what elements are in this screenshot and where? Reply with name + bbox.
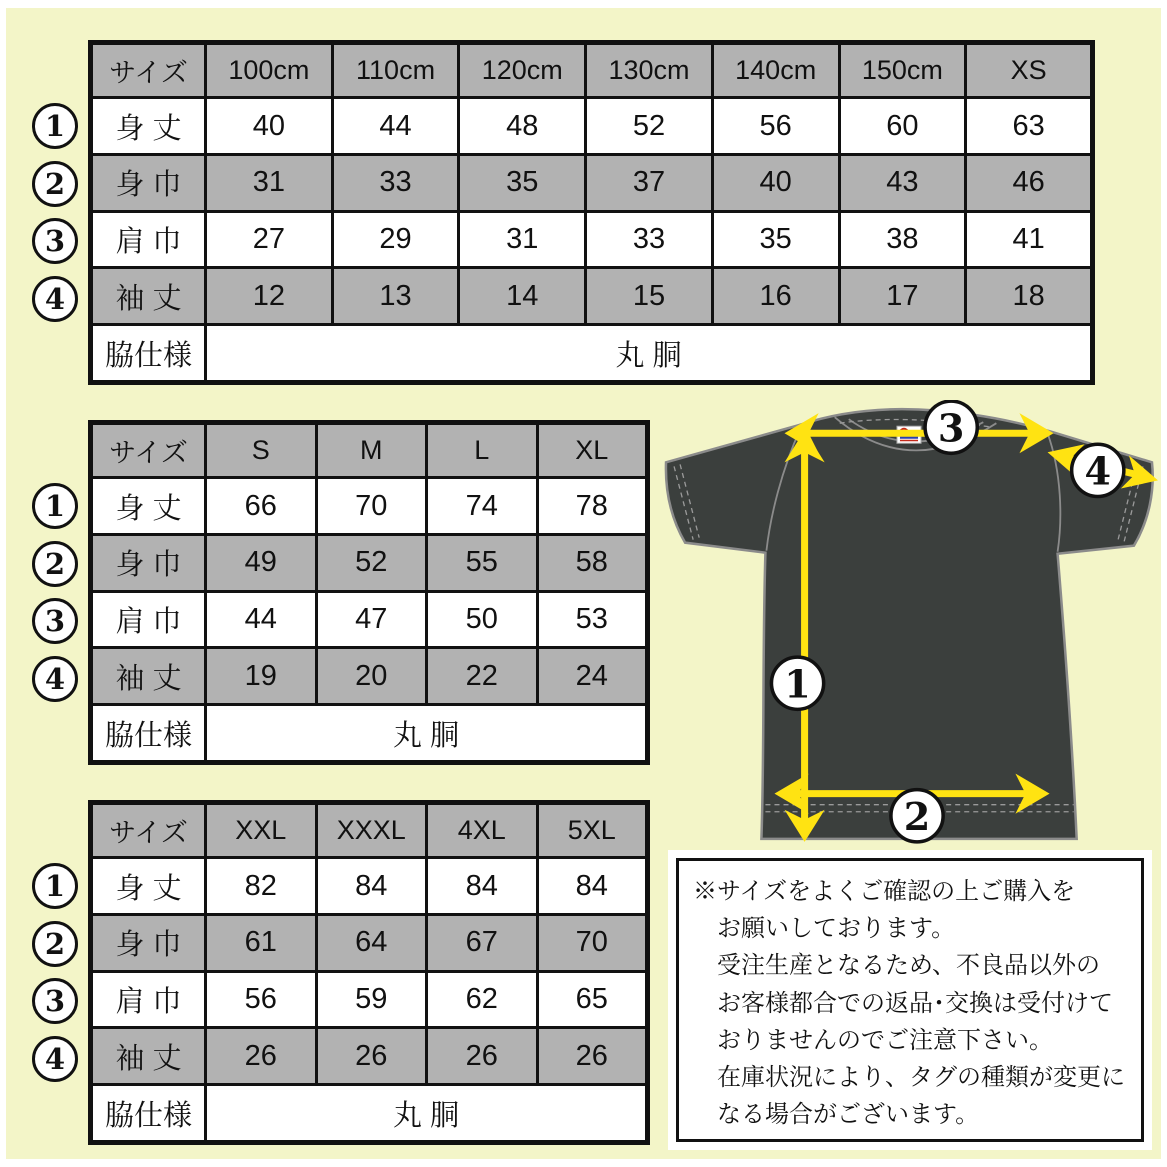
size-column-header: 130cm [586,43,713,98]
measure-value-cell: 35 [459,155,586,212]
row-marker-4: 4 [32,656,78,702]
measure-value-cell: 18 [966,268,1093,325]
table-footer-row [91,325,1093,383]
measure-value-cell: 15 [586,268,713,325]
size-column-header: 120cm [459,43,586,98]
measure-value-cell: 24 [537,648,648,705]
measure-value-cell: 70 [537,915,648,972]
notice-line: お願いしております。 [717,915,956,943]
side-spec-value-cell: 丸 胴 [206,705,648,763]
svg-text:2: 2 [903,793,931,839]
size-header-cell: サイズ [91,43,206,98]
measure-value-cell: 84 [427,858,538,915]
measure-value-cell: 67 [427,915,538,972]
size-column-header: XXXL [316,803,427,858]
measure-value-cell: 50 [427,591,538,648]
adult-size-table-host [88,420,650,765]
table-footer-row [91,1085,648,1143]
size-column-header: XL [537,423,648,478]
measure-label-cell: 肩 巾 [91,971,206,1028]
measure-value-cell: 37 [586,155,713,212]
measure-value-cell: 26 [427,1028,538,1085]
measure-label-cell: 袖 丈 [91,648,206,705]
measure-label-cell: 身 巾 [91,155,206,212]
notice-line: 在庫状況により、タグの種類が変更に [717,1063,1125,1091]
measure-value-cell: 27 [206,211,333,268]
diagram-marker-2 [891,790,943,842]
svg-text:3: 3 [937,405,965,451]
row-marker-3: 3 [32,598,78,644]
size-column-header: XS [966,43,1093,98]
size-column-header: 100cm [206,43,333,98]
measure-value-cell: 66 [206,478,317,535]
measure-value-cell: 22 [427,648,538,705]
measure-value-cell: 58 [537,535,648,592]
tshirt-graphic [666,401,1158,842]
purchase-notice-box [676,858,1144,1142]
measure-value-cell: 13 [332,268,459,325]
kids-sizes-table [88,40,1095,385]
measure-value-cell: 14 [459,268,586,325]
kids-size-table-host [88,40,1095,385]
measure-value-cell: 47 [316,591,427,648]
side-spec-value-cell: 丸 胴 [206,1085,648,1143]
measure-value-cell: 78 [537,478,648,535]
diagram-marker-4 [1072,444,1124,496]
notice-line: なる場合がございます。 [717,1101,980,1129]
table-footer-row [91,705,648,763]
row-marker-3: 3 [32,218,78,264]
measure-value-cell: 40 [206,98,333,155]
measure-label-cell: 身 丈 [91,98,206,155]
table-row [91,591,648,648]
row-marker-2: 2 [32,161,78,207]
row-marker-4: 4 [32,276,78,322]
measure-value-cell: 56 [206,971,317,1028]
row-marker-2: 2 [32,921,78,967]
row-marker-2: 2 [32,541,78,587]
plus-size-table-host [88,800,650,1145]
measure-value-cell: 56 [712,98,839,155]
measure-value-cell: 26 [206,1028,317,1085]
notice-line: 受注生産となるため、不良品以外の [717,952,1101,980]
size-column-header: XXL [206,803,317,858]
table-row [91,648,648,705]
measure-value-cell: 84 [316,858,427,915]
measure-value-cell: 63 [966,98,1093,155]
measure-value-cell: 40 [712,155,839,212]
notice-line: ※サイズをよくご確認の上ご購入を [693,878,1076,905]
measure-label-cell: 身 巾 [91,535,206,592]
size-column-header: 5XL [537,803,648,858]
measure-value-cell: 20 [316,648,427,705]
row-marker-1: 1 [32,863,78,909]
measure-value-cell: 52 [316,535,427,592]
measure-label-cell: 肩 巾 [91,591,206,648]
notice-line: おりませんのでご注意下さい。 [717,1026,1053,1054]
diagram-marker-3 [925,401,977,453]
measure-label-cell: 身 巾 [91,915,206,972]
row-marker-1: 1 [32,103,78,149]
svg-text:1: 1 [784,661,811,707]
measure-label-cell: 袖 丈 [91,1028,206,1085]
measure-value-cell: 64 [316,915,427,972]
row-marker-4: 4 [32,1036,78,1082]
measure-value-cell: 53 [537,591,648,648]
adult-sizes-table [88,420,650,765]
measure-value-cell: 82 [206,858,317,915]
table-row [91,268,1093,325]
svg-text:4: 4 [1084,448,1112,494]
measure-value-cell: 49 [206,535,317,592]
size-column-header: S [206,423,317,478]
side-spec-value-cell: 丸 胴 [206,325,1093,383]
measure-value-cell: 35 [712,211,839,268]
measure-value-cell: 46 [966,155,1093,212]
table-row [91,915,648,972]
measure-label-cell: 肩 巾 [91,211,206,268]
table-row [91,155,1093,212]
measure-value-cell: 61 [206,915,317,972]
table-row [91,535,648,592]
measure-value-cell: 17 [839,268,966,325]
measure-value-cell: 31 [206,155,333,212]
measure-value-cell: 19 [206,648,317,705]
table-row [91,211,1093,268]
table-row [91,858,648,915]
measure-value-cell: 52 [586,98,713,155]
measure-value-cell: 29 [332,211,459,268]
tshirt-measure-diagram [658,400,1160,852]
measure-value-cell: 41 [966,211,1093,268]
measure-value-cell: 59 [316,971,427,1028]
measure-value-cell: 60 [839,98,966,155]
row-marker-3: 3 [32,978,78,1024]
measure-value-cell: 12 [206,268,333,325]
measure-value-cell: 26 [537,1028,648,1085]
measure-label-cell: 身 丈 [91,858,206,915]
measure-value-cell: 84 [537,858,648,915]
table-row [91,478,648,535]
side-spec-label-cell: 脇仕様 [91,325,206,383]
measure-value-cell: 74 [427,478,538,535]
measure-value-cell: 44 [332,98,459,155]
table-row [91,971,648,1028]
measure-value-cell: 70 [316,478,427,535]
measure-value-cell: 44 [206,591,317,648]
side-spec-label-cell: 脇仕様 [91,705,206,763]
table-row [91,98,1093,155]
measure-value-cell: 55 [427,535,538,592]
measure-value-cell: 48 [459,98,586,155]
measure-value-cell: 31 [459,211,586,268]
measure-value-cell: 38 [839,211,966,268]
size-column-header: 140cm [712,43,839,98]
size-column-header: 110cm [332,43,459,98]
table-row [91,1028,648,1085]
size-header-cell: サイズ [91,803,206,858]
diagram-marker-1 [771,657,823,709]
size-column-header: 4XL [427,803,538,858]
measure-value-cell: 62 [427,971,538,1028]
size-column-header: 150cm [839,43,966,98]
row-marker-1: 1 [32,483,78,529]
notice-line: お客様都合での返品･交換は受付けて [717,989,1113,1017]
size-column-header: M [316,423,427,478]
measure-value-cell: 16 [712,268,839,325]
size-column-header: L [427,423,538,478]
measure-value-cell: 43 [839,155,966,212]
measure-label-cell: 身 丈 [91,478,206,535]
measure-label-cell: 袖 丈 [91,268,206,325]
measure-value-cell: 65 [537,971,648,1028]
measure-value-cell: 26 [316,1028,427,1085]
size-header-cell: サイズ [91,423,206,478]
plus-sizes-table [88,800,650,1145]
side-spec-label-cell: 脇仕様 [91,1085,206,1143]
measure-value-cell: 33 [332,155,459,212]
measure-value-cell: 33 [586,211,713,268]
